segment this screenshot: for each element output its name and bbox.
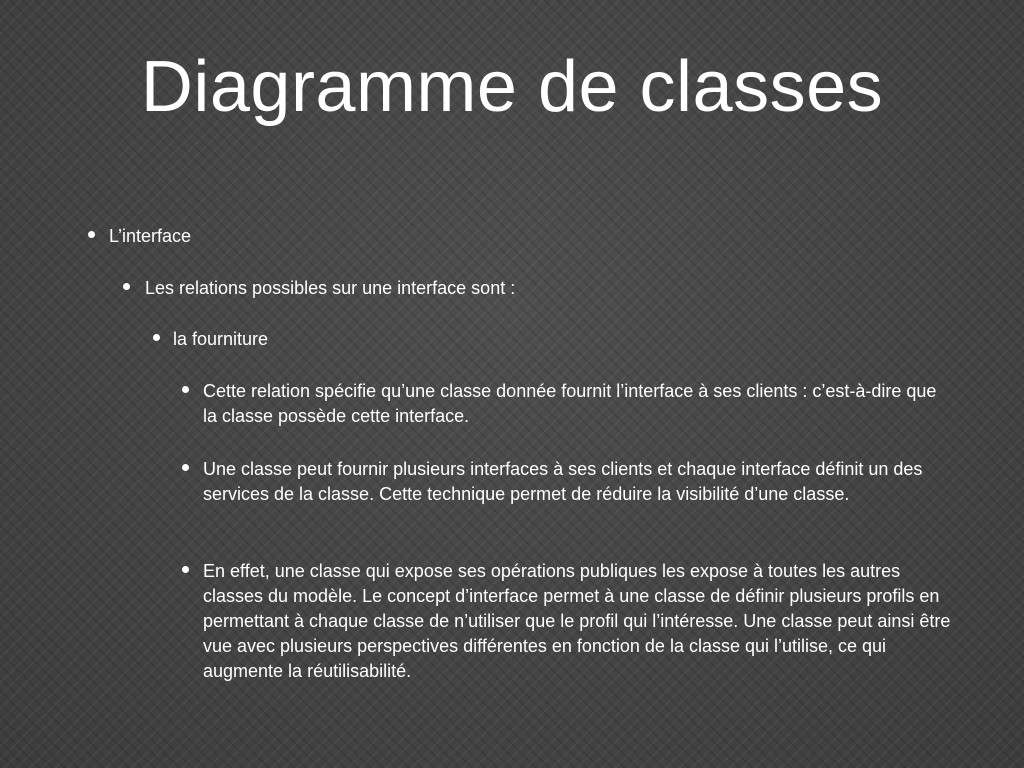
bullet-text-interface: L’interface [109, 226, 192, 246]
bullet-dot-icon [88, 231, 95, 238]
bullet-dot-icon [182, 386, 189, 393]
bullet-text-profiles: En effet, une classe qui expose ses opérations publiques les expose à toutes les autres classes du modèle. Le concept d’interface permet à une classe de définir plusieurs profils en permettant à chaque classe de n’utiliser que le profil qui l’intéresse. Une classe peut ainsi être vue avec plusieurs perspectives différentes en fonction de la classe qui l’utilise, ce qui augmente la réutilisabilité. [203, 561, 951, 681]
bullet-dot-icon [123, 283, 130, 290]
bullet-dot-icon [182, 464, 189, 471]
slide-title: Diagramme de classes [140, 47, 884, 127]
bullet-text-services: Une classe peut fournir plusieurs interfaces à ses clients et chaque interface définit un des services de la classe. Cette technique permet de réduire la visibilité d’une classe. [203, 459, 923, 504]
bullet-dot-icon [182, 566, 189, 573]
bullet-text-relations: Les relations possibles sur une interface sont : [145, 278, 516, 298]
bullet-text-specification: Cette relation spécifie qu’une classe donnée fournit l’interface à ses clients : c’est-à-dire que la classe possède cette interface. [203, 381, 937, 426]
bullet-text-fourniture: la fourniture [173, 329, 269, 349]
bullet-dot-icon [153, 334, 160, 341]
